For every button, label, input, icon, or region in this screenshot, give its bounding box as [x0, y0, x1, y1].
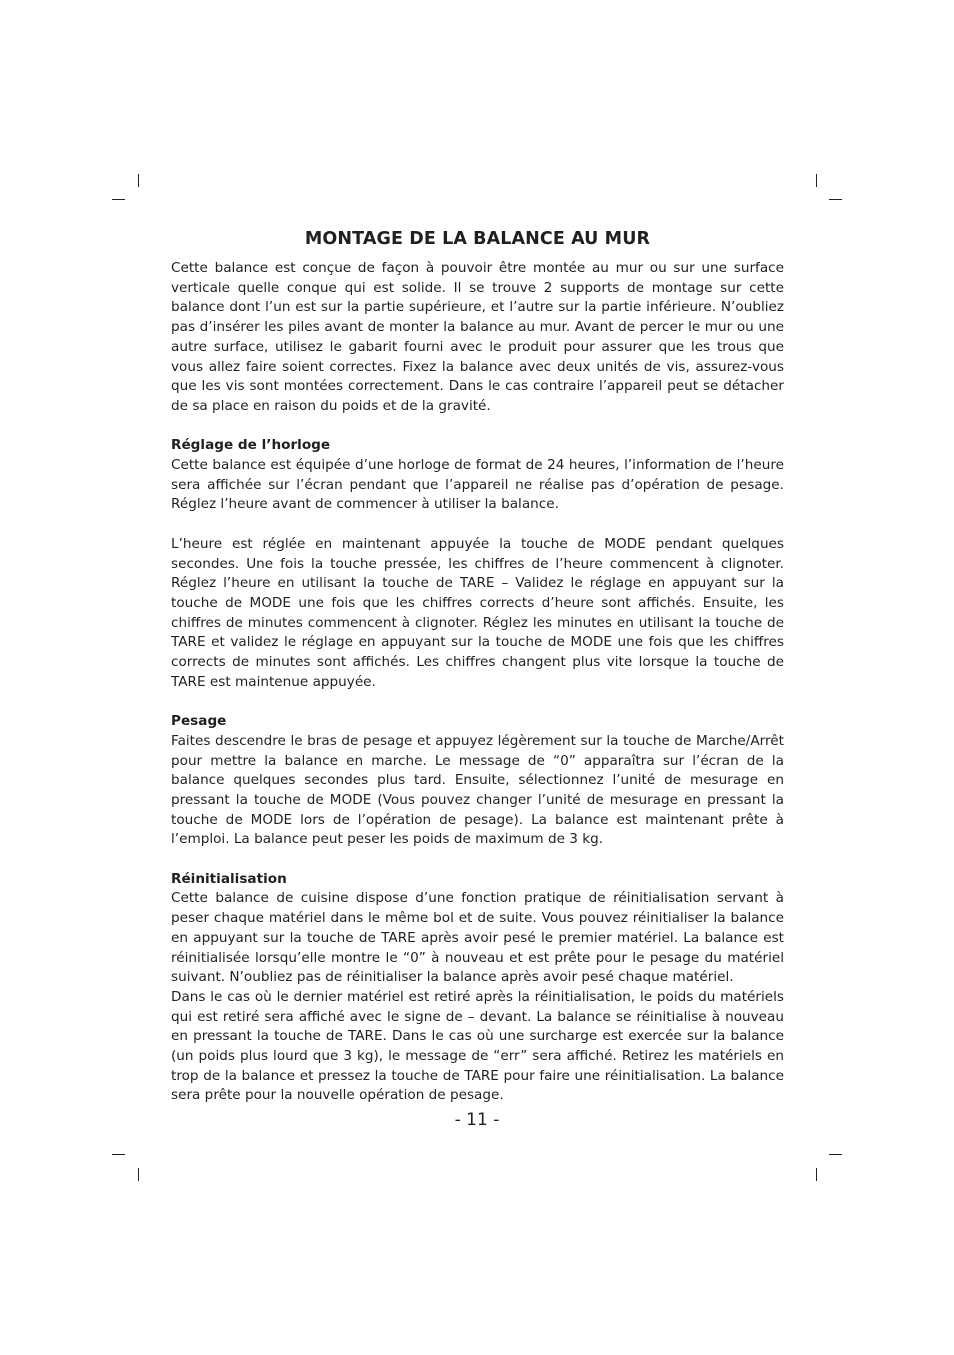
spacer: [171, 692, 784, 712]
clock-paragraph-1: Cette balance est équipée d’une horloge de format de 24 heures, l’information de l’heure sera affichée sur l’écran pendant que l’appareil ne réalise pas d’opération de pesage. Réglez l’heure avant de commencer à utiliser la balance.: [171, 457, 784, 513]
crop-mark-top-left-horizontal: [112, 199, 125, 200]
spacer: [171, 515, 784, 535]
reset-paragraph-2: Dans le cas où le dernier matériel est retiré après la réinitialisation, le poids du matériels qui est retiré sera affiché avec le signe de – devant. La balance se réinitialise à nouveau en pressant la touche de TARE. Dans le cas où une surcharge est exercée sur la balance (un poids plus lourd que 3 kg), le message de “err” sera affiché. Retirez les matériels en trop de la balance et pressez la touche de TARE pour faire une réinitialisation. La balance sera prête pour la nouvelle opération de pesage.: [171, 988, 784, 1104]
crop-mark-bottom-left-vertical: [138, 1168, 139, 1181]
clock-paragraph-2: L’heure est réglée en maintenant appuyée la touche de MODE pendant quelques secondes. Une fois la touche pressée, les chiffres de l’heure commencent à clignoter. Réglez l’heure en utilisant la touche de TARE – Validez le réglage en appuyant sur la touche de MODE une fois que les chiffres corrects d’heure sont affichés. Ensuite, les chiffres de minutes commencent à clignoter. Réglez les minutes en utilisant la touche de TARE et validez le réglage en appuyant sur la touche de MODE une fois que les chiffres corrects de minutes sont affichés. Les chiffres changent plus vite lorsque la touche de TARE est maintenue appuyée.: [171, 535, 784, 690]
crop-mark-top-right-vertical: [816, 174, 817, 187]
crop-mark-bottom-left-horizontal: [112, 1154, 125, 1155]
reset-paragraph-1: Cette balance de cuisine dispose d’une fonction pratique de réinitialisation servant à peser chaque matériel dans le même bol et de suite. Vous pouvez réinitialiser la balance en appuyant sur la touche de TARE après avoir pesé le premier matériel. La balance est réinitialisée lorsqu’elle montre le “0” à nouveau et est prête pour le pesage du matériel suivant. N’oubliez pas de réinitialiser la balance après avoir pesé chaque matériel.: [171, 890, 784, 986]
section-heading-reset: Réinitialisation: [171, 870, 287, 887]
section-heading-weighing: Pesage: [171, 713, 227, 730]
crop-mark-bottom-right-horizontal: [829, 1154, 842, 1155]
crop-mark-top-right-horizontal: [829, 199, 842, 200]
section-heading-clock: Réglage de l’horloge: [171, 437, 331, 454]
page-content: [171, 226, 784, 1106]
page-title: MONTAGE DE LA BALANCE AU MUR: [304, 229, 651, 249]
weighing-paragraph: Faites descendre le bras de pesage et appuyez légèrement sur la touche de Marche/Arrêt pour mettre la balance en marche. Le message de “0” apparaîtra sur l’écran de la balance quelques secondes plus tard. Ensuite, sélectionnez l’unité de mesurage en pressant la touche de MODE (Vous pouvez changer l’unité de mesurage en pressant la touche de MODE lors de l’opération de pesage). La balance est maintenant prête à l’emploi. La balance peut peser les poids de maximum de 3 kg.: [171, 732, 784, 848]
crop-mark-bottom-right-vertical: [816, 1168, 817, 1181]
spacer: [171, 850, 784, 870]
crop-mark-top-left-vertical: [138, 174, 139, 187]
spacer: [171, 417, 784, 437]
intro-paragraph: Cette balance est conçue de façon à pouvoir être montée au mur ou sur une surface verticale quelle conque qui est solide. Il se trouve 2 supports de montage sur cette balance dont l’un est sur la partie supérieure, et l’autre sur la partie inférieure. N’oubliez pas d’insérer les piles avant de monter la balance au mur. Avant de percer le mur ou une autre surface, utilisez le gabarit fourni avec le produit pour assurer que les trous que vous allez faire soient correctes. Fixez la balance avec deux unités de vis, assurez-vous que les vis sont montées correctement. Dans le cas contraire l’appareil peut se détacher de sa place en raison du poids et de la gravité.: [171, 260, 784, 414]
page-number: - 11 -: [454, 1110, 500, 1130]
